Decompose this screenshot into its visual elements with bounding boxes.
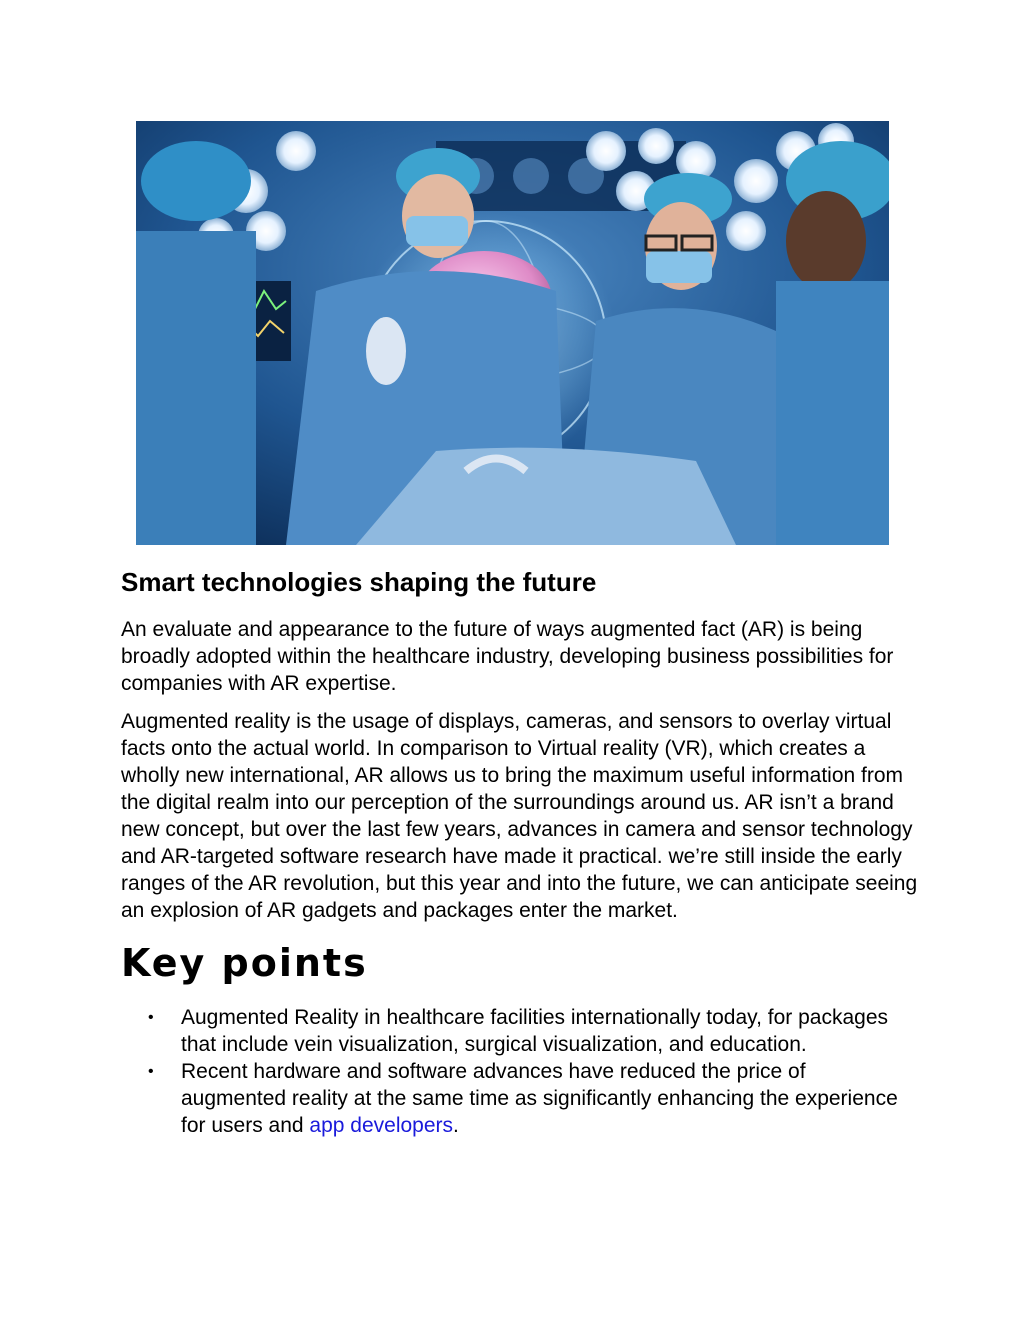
bullet-icon: • [148, 1009, 154, 1026]
key-point-tail: . [453, 1114, 459, 1137]
article-body [121, 560, 921, 1139]
bullet-icon: • [148, 1063, 154, 1080]
hero-image [136, 121, 889, 545]
key-point-text: Augmented Reality in healthcare facilities internationally today, for packages that include vein visualization, surgical visualization, and education. [181, 1006, 889, 1056]
key-points-heading: Key points [121, 941, 368, 985]
key-point-text: Recent hardware and software advances have reduced the price of augmented reality at the same time as significantly enhancing the experience for users and [181, 1060, 898, 1137]
list-item [148, 1058, 901, 1139]
body-paragraph: Augmented reality is the usage of displays, cameras, and sensors to overlay virtual facts onto the actual world. In comparison to Virtual reality (VR), which creates a wholly new international, AR allows us to bring the maximum useful information from the digital realm into our perception of the surroundings around us. AR isn’t a brand new concept, but over the last few years, advances in camera and sensor technology and AR-targeted software research have made it practical. we’re still inside the early ranges of the AR revolution, but this year and into the future, we can anticipate seeing an explosion of AR gadgets and packages enter the market. [121, 710, 918, 922]
surgeons-hologram-photo [136, 121, 889, 545]
intro-paragraph: An evaluate and appearance to the future of ways augmented fact (AR) is being broadly adopted within the healthcare industry, developing business possibilities for companies with AR expertise. [121, 618, 894, 695]
section-subheading: Smart technologies shaping the future [121, 567, 597, 597]
app-developers-link[interactable]: app developers [309, 1114, 454, 1137]
list-item [148, 1004, 901, 1058]
key-points-list [121, 1004, 921, 1139]
